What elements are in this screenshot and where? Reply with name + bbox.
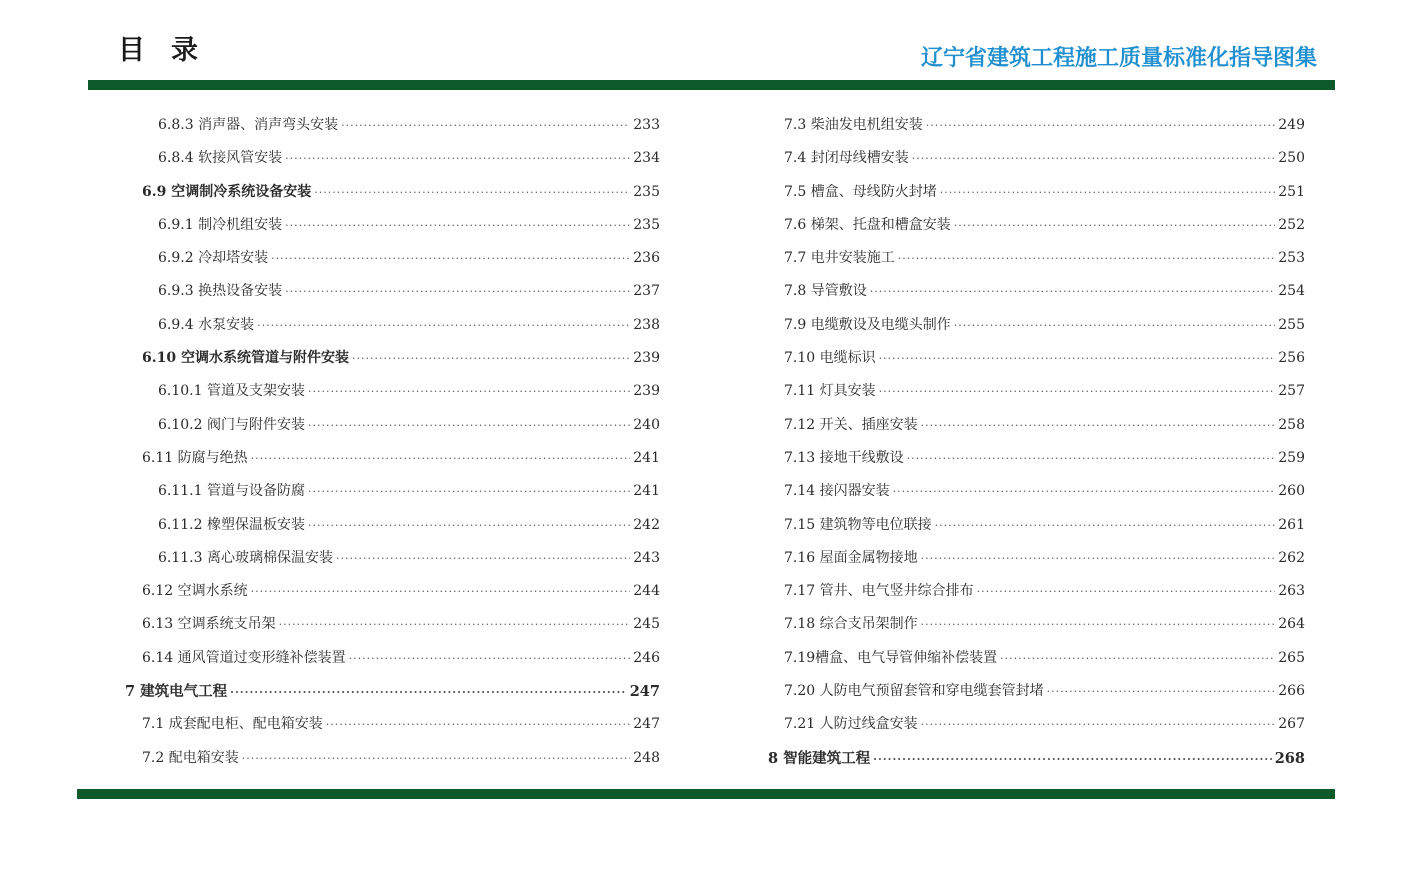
toc-entry-page: 241 xyxy=(633,483,660,500)
toc-entry[interactable] xyxy=(90,275,660,308)
toc-entry[interactable] xyxy=(90,209,660,242)
toc-entry-label: 6.9 空调制冷系统设备安装 xyxy=(142,183,312,200)
toc-leader-dots xyxy=(257,309,630,342)
toc-entry-label: 7.11 灯具安装 xyxy=(784,383,876,400)
toc-entry[interactable] xyxy=(90,176,660,209)
toc-leader-dots xyxy=(907,442,1276,475)
toc-entry-label: 7.7 电井安装施工 xyxy=(784,250,895,267)
toc-entry[interactable] xyxy=(750,575,1305,608)
toc-entry-label: 7.2 配电箱安装 xyxy=(142,749,239,766)
toc-entry[interactable] xyxy=(90,608,660,641)
toc-entry-label: 6.12 空调水系统 xyxy=(142,583,248,600)
toc-entry-label: 7.6 梯架、托盘和槽盒安装 xyxy=(784,216,951,233)
toc-entry-page: 239 xyxy=(633,383,660,400)
toc-entry[interactable] xyxy=(90,675,660,708)
toc-entry-label: 6.10 空调水系统管道与附件安装 xyxy=(142,350,349,367)
toc-leader-dots xyxy=(308,409,630,442)
toc-entry-page: 265 xyxy=(1278,649,1305,666)
toc-leader-dots xyxy=(873,743,1272,776)
toc-entry-page: 244 xyxy=(633,583,660,600)
toc-entry-page: 237 xyxy=(633,283,660,300)
toc-entry-label: 7.17 管井、电气竖井综合排布 xyxy=(784,583,974,600)
toc-entry-page: 262 xyxy=(1278,549,1305,566)
toc-entry-label: 7.10 电缆标识 xyxy=(784,350,876,367)
toc-entry[interactable] xyxy=(90,342,660,375)
toc-entry-label: 7.12 开关、插座安装 xyxy=(784,416,918,433)
toc-entry[interactable] xyxy=(90,509,660,542)
toc-leader-dots xyxy=(898,242,1276,275)
toc-entry[interactable] xyxy=(750,309,1305,342)
toc-entry-page: 238 xyxy=(633,316,660,333)
toc-leader-dots xyxy=(251,442,631,475)
toc-entry-label: 7.5 槽盒、母线防火封堵 xyxy=(784,183,937,200)
toc-entry-page: 246 xyxy=(633,649,660,666)
toc-leader-dots xyxy=(893,475,1276,508)
toc-leader-dots xyxy=(879,375,1276,408)
toc-entry[interactable] xyxy=(750,608,1305,641)
toc-entry[interactable] xyxy=(90,475,660,508)
toc-leader-dots xyxy=(308,475,630,508)
toc-leader-dots xyxy=(954,309,1276,342)
toc-leader-dots xyxy=(921,542,1276,575)
top-rule xyxy=(88,80,1335,90)
toc-entry-label: 6.11 防腐与绝热 xyxy=(142,449,248,466)
toc-entry-label: 6.8.3 消声器、消声弯头安装 xyxy=(158,117,339,133)
toc-entry-page: 241 xyxy=(633,449,660,466)
toc-entry-label: 7.9 电缆敷设及电缆头制作 xyxy=(784,316,951,333)
toc-entry[interactable] xyxy=(750,176,1305,209)
toc-entry-label: 6.13 空调系统支吊架 xyxy=(142,616,276,633)
toc-entry[interactable] xyxy=(90,409,660,442)
toc-leader-dots xyxy=(940,176,1276,209)
toc-entry-page: 250 xyxy=(1278,150,1305,167)
toc-entry-label: 7.4 封闭母线槽安装 xyxy=(784,150,909,167)
toc-entry-label: 6.14 通风管道过变形缝补偿装置 xyxy=(142,649,346,666)
toc-leader-dots xyxy=(341,109,630,142)
toc-entry[interactable] xyxy=(750,642,1305,675)
toc-entry[interactable] xyxy=(90,242,660,275)
toc-entry-label: 6.9.4 水泵安装 xyxy=(158,316,255,333)
toc-entry[interactable] xyxy=(90,309,660,342)
toc-entry[interactable] xyxy=(90,375,660,408)
toc-entry-label: 7.18 综合支吊架制作 xyxy=(784,616,918,633)
toc-entry-label: 6.11.3 离心玻璃棉保温安装 xyxy=(158,549,333,566)
toc-entry[interactable] xyxy=(90,142,660,175)
toc-leader-dots xyxy=(308,375,630,408)
book-title: 辽宁省建筑工程施工质量标准化指导图集 xyxy=(920,46,1317,71)
toc-entry[interactable] xyxy=(90,109,660,142)
toc-entry-page: 233 xyxy=(633,117,660,133)
toc-entry-page: 239 xyxy=(633,350,660,367)
toc-entry-label: 6.11.1 管道与设备防腐 xyxy=(158,483,305,500)
toc-leader-dots xyxy=(870,275,1276,308)
toc-entry-page: 235 xyxy=(633,216,660,233)
toc-entry-page: 258 xyxy=(1278,416,1305,433)
toc-entry[interactable] xyxy=(750,509,1305,542)
toc-entry[interactable] xyxy=(90,642,660,675)
toc-entry[interactable] xyxy=(750,475,1305,508)
toc-entry-label: 7.13 接地干线敷设 xyxy=(784,449,904,466)
toc-entry-page: 263 xyxy=(1278,583,1305,600)
toc-entry[interactable] xyxy=(90,742,660,775)
toc-entry-page: 248 xyxy=(633,749,660,766)
toc-entry-label: 7.19槽盒、电气导管伸缩补偿装置 xyxy=(784,649,998,666)
toc-entry-label: 6.11.2 橡塑保温板安装 xyxy=(158,516,305,533)
page-title: 目录 xyxy=(118,35,224,66)
toc-entry-page: 234 xyxy=(633,150,660,167)
toc-entry-page: 252 xyxy=(1278,216,1305,233)
toc-leader-dots xyxy=(308,509,630,542)
toc-entry[interactable] xyxy=(90,442,660,475)
toc-leader-dots xyxy=(935,509,1276,542)
toc-leader-dots xyxy=(1000,642,1275,675)
toc-entry[interactable] xyxy=(90,708,660,741)
toc-leader-dots xyxy=(336,542,630,575)
toc-entry[interactable] xyxy=(90,575,660,608)
toc-entry-label: 7.1 成套配电柜、配电箱安装 xyxy=(142,716,323,733)
toc-entry[interactable] xyxy=(750,442,1305,475)
toc-entry-label: 6.9.3 换热设备安装 xyxy=(158,283,283,300)
toc-entry-page: 254 xyxy=(1278,283,1305,300)
toc-entry[interactable] xyxy=(750,409,1305,442)
toc-entry-page: 264 xyxy=(1278,616,1305,633)
toc-leader-dots xyxy=(977,575,1276,608)
toc-entry-page: 251 xyxy=(1278,183,1305,200)
toc-entry-page: 236 xyxy=(633,250,660,267)
toc-entry-label: 7.15 建筑物等电位联接 xyxy=(784,516,932,533)
toc-entry-label: 6.9.2 冷却塔安装 xyxy=(158,250,269,267)
toc-left-column xyxy=(90,109,660,775)
toc-leader-dots xyxy=(352,342,630,375)
toc-right-column xyxy=(750,109,1305,775)
toc-leader-dots xyxy=(326,708,631,741)
toc-entry-label: 7.3 柴油发电机组安装 xyxy=(784,117,923,133)
toc-entry[interactable] xyxy=(750,142,1305,175)
toc-entry-label: 7.8 导管敷设 xyxy=(784,283,867,300)
toc-leader-dots xyxy=(921,409,1276,442)
toc-entry-label: 7.20 人防电气预留套管和穿电缆套管封堵 xyxy=(784,683,1044,700)
toc-entry[interactable] xyxy=(750,708,1305,741)
toc-leader-dots xyxy=(285,275,630,308)
toc-entry-label: 7.21 人防过线盒安装 xyxy=(784,716,918,733)
toc-entry-page: 240 xyxy=(633,416,660,433)
toc-entry-page: 257 xyxy=(1278,383,1305,400)
toc-entry-label: 8 智能建筑工程 xyxy=(768,749,871,767)
toc-entry[interactable] xyxy=(750,109,1305,142)
toc-entry-label: 6.10.1 管道及支架安装 xyxy=(158,383,305,400)
toc-leader-dots xyxy=(279,608,631,641)
toc-entry-page: 243 xyxy=(633,549,660,566)
toc-leader-dots xyxy=(1047,675,1276,708)
toc-entry-page: 260 xyxy=(1278,483,1305,500)
toc-entry[interactable] xyxy=(750,742,1305,775)
toc-leader-dots xyxy=(921,608,1276,641)
toc-leader-dots xyxy=(314,176,630,209)
toc-entry-label: 6.8.4 软接风管安装 xyxy=(158,150,283,167)
toc-entry-page: 247 xyxy=(633,716,660,733)
toc-entry-page: 245 xyxy=(633,616,660,633)
toc-entry-page: 249 xyxy=(1278,117,1305,133)
toc-entry[interactable] xyxy=(750,342,1305,375)
toc-entry[interactable] xyxy=(750,542,1305,575)
toc-entry-label: 7.16 屋面金属物接地 xyxy=(784,549,918,566)
toc-entry[interactable] xyxy=(90,542,660,575)
toc-entry-page: 247 xyxy=(629,683,660,701)
toc-entry-page: 266 xyxy=(1278,683,1305,700)
toc-entry-page: 261 xyxy=(1278,516,1305,533)
toc-entry-page: 242 xyxy=(633,516,660,533)
toc-entry[interactable] xyxy=(750,375,1305,408)
toc-entry-page: 259 xyxy=(1278,449,1305,466)
toc-entry[interactable] xyxy=(750,675,1305,708)
toc-entry-page: 268 xyxy=(1274,749,1305,767)
toc-entry[interactable] xyxy=(750,242,1305,275)
toc-leader-dots xyxy=(954,209,1276,242)
toc-leader-dots xyxy=(285,142,630,175)
toc-leader-dots xyxy=(912,142,1276,175)
toc-entry-label: 7.14 接闪器安装 xyxy=(784,483,890,500)
toc-leader-dots xyxy=(242,742,631,775)
toc-entry-label: 7 建筑电气工程 xyxy=(125,683,228,701)
toc-entry-page: 235 xyxy=(633,183,660,200)
toc-entry-label: 6.9.1 制冷机组安装 xyxy=(158,216,283,233)
toc-entry-page: 267 xyxy=(1278,716,1305,733)
toc-leader-dots xyxy=(349,642,631,675)
toc-entry-label: 6.10.2 阀门与附件安装 xyxy=(158,416,305,433)
toc-entry-page: 256 xyxy=(1278,350,1305,367)
toc-leader-dots xyxy=(251,575,631,608)
toc-entry[interactable] xyxy=(750,209,1305,242)
toc-entry-page: 253 xyxy=(1278,250,1305,267)
bottom-rule xyxy=(77,789,1335,799)
toc-leader-dots xyxy=(285,209,630,242)
toc-entry[interactable] xyxy=(750,275,1305,308)
toc-leader-dots xyxy=(271,242,630,275)
toc-leader-dots xyxy=(926,109,1276,142)
toc-leader-dots xyxy=(879,342,1276,375)
toc-leader-dots xyxy=(921,708,1276,741)
toc-leader-dots xyxy=(230,676,627,709)
toc-entry-page: 255 xyxy=(1278,316,1305,333)
